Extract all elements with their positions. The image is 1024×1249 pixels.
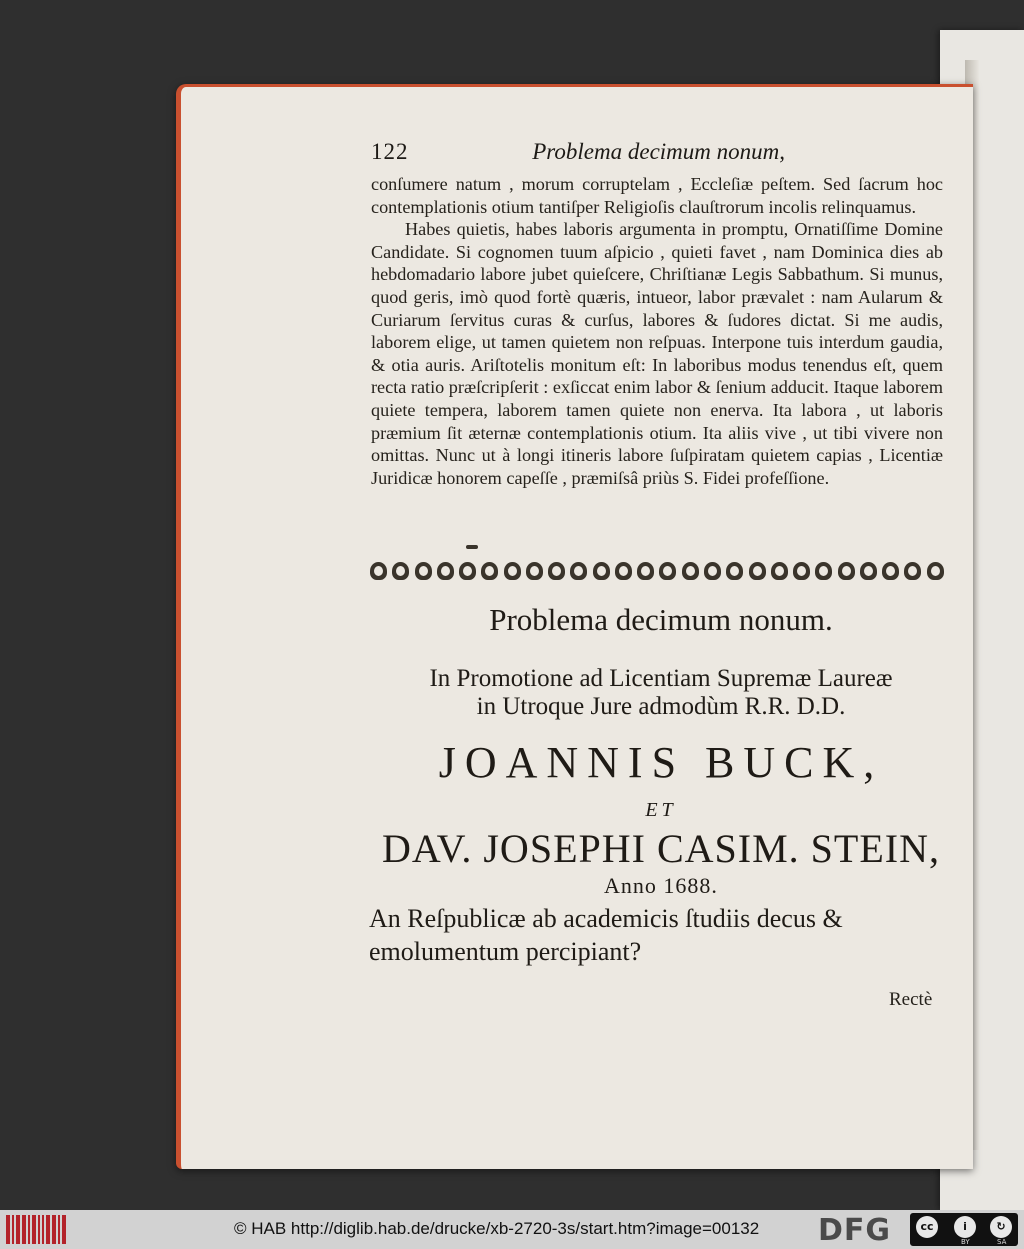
- ornament-glyph: [613, 560, 634, 584]
- ornament-dash: [466, 545, 478, 549]
- barcode-bar: [58, 1215, 60, 1244]
- barcode-bar: [62, 1215, 66, 1244]
- ornament-glyph: [813, 560, 834, 584]
- barcode-bar: [16, 1215, 20, 1244]
- barcode-bar: [46, 1215, 50, 1244]
- ornament-glyph: [502, 560, 523, 584]
- barcode-bar: [12, 1215, 14, 1244]
- paragraph: conſumere natum , morum corruptelam , Eccleſiæ peſtem. Sed ſacrum hoc contemplationis otium tantiſper Religioſis clauſtrorum incolis relinquamus.: [371, 174, 943, 217]
- ornament-glyph: [524, 560, 545, 584]
- source-credit-link[interactable]: © HAB http://diglib.hab.de/drucke/xb-2720-3s/start.htm?image=00132: [234, 1219, 760, 1238]
- page-number: 122: [371, 139, 409, 164]
- ornament-glyph: [568, 560, 589, 584]
- ornament-glyph: [390, 560, 411, 584]
- question: An Reſpublicæ ab academicis ſtudiis decus & emolumentum percipiant?: [369, 904, 843, 966]
- ornament-glyph: [635, 560, 656, 584]
- barcode-icon: [6, 1215, 66, 1244]
- ornament-glyph: [769, 560, 790, 584]
- book-page: [176, 84, 973, 1169]
- ornament-glyph: [925, 560, 946, 584]
- candidate-name-2: DAV. JOSEPHI CASIM. STEIN,: [382, 826, 940, 871]
- ornament-glyph: [657, 560, 678, 584]
- barcode-bar: [52, 1215, 56, 1244]
- running-title: Problema decimum nonum,: [532, 139, 785, 164]
- barcode-bar: [22, 1215, 26, 1244]
- catchword: Rectè: [889, 989, 933, 1010]
- viewer-footer: [0, 1210, 1024, 1249]
- barcode-bar: [32, 1215, 36, 1244]
- ornament-glyph: [591, 560, 612, 584]
- ornament-glyph: [435, 560, 456, 584]
- occasion-line-1: In Promotione ad Licentiam Supremæ Laureæ: [429, 665, 893, 692]
- barcode-bar: [28, 1215, 30, 1244]
- ornament-glyph: [479, 560, 500, 584]
- by-icon: i: [954, 1216, 976, 1238]
- cc-license-badge[interactable]: [910, 1213, 1018, 1246]
- dfg-logo: DFG: [818, 1213, 892, 1248]
- ornament-glyph: [858, 560, 879, 584]
- body-text: [371, 173, 943, 489]
- ornament-glyph: [880, 560, 901, 584]
- sa-icon: ↻: [990, 1216, 1012, 1238]
- year-line: Anno 1688.: [604, 873, 718, 898]
- problem-title: Problema decimum nonum.: [489, 602, 833, 637]
- barcode-bar: [42, 1215, 44, 1244]
- ornament-glyph: [702, 560, 723, 584]
- candidate-name-1: JOANNIS BUCK,: [438, 738, 884, 787]
- running-head: [371, 139, 785, 165]
- ornament-border: [368, 560, 946, 588]
- ornament-glyph: [413, 560, 434, 584]
- ornament-glyph: [791, 560, 812, 584]
- paragraph: Habes quietis, habes laboris argumenta in promptu, Ornatiſſime Domine Candidate. Si cognomen tuum aſpicio , quieti favet , nam Dominica dies ab hebdomadario labore jubet quieſcere, Chriſtianæ Legis Sabbathum. Si munus, quod geris, imò quod fortè quæris, intueor, labor prævalet : nam Aularum & Curiarum ſervitus curas & curſus, labores & ſudores dictat. Si me audis, laborem elige, ut tamen quietem non reſpuas. Interpone tuis interdum gaudia, & otia auris. Ariſtotelis monitum eſt: In laboribus modus tenendus eſt, quem recta ratio præſcripſerit : exſiccat enim labor & ſenium adducit. Itaque laborem quiete tempera, laborem tamen quiete non enerva. Ita labora , ut laboris præmium ſit æternæ contemplationis otium. Ita aliis vive , ut tibi vivere non omittas. Nunc ut à longi itineris labore ſuſpiratam quietem capias , Licentiæ Juridicæ honorem capeſſe , præmiſsâ priùs S. Fidei profeſſione.: [371, 219, 943, 488]
- ornament-glyph: [680, 560, 701, 584]
- ornament-glyph: [368, 560, 389, 584]
- barcode-bar: [6, 1215, 10, 1244]
- ornament-glyph: [836, 560, 857, 584]
- conjunction: ET: [645, 799, 677, 821]
- ornament-glyph: [747, 560, 768, 584]
- ornament-glyph: [546, 560, 567, 584]
- ornament-glyph: [724, 560, 745, 584]
- ornament-glyph: [457, 560, 478, 584]
- ornament-glyph: [902, 560, 923, 584]
- sa-label: SA: [997, 1238, 1007, 1246]
- by-label: BY: [961, 1238, 970, 1246]
- occasion-line-2: in Utroque Jure admodùm R.R. D.D.: [476, 693, 846, 720]
- cc-icon: cc: [916, 1216, 938, 1238]
- barcode-bar: [38, 1215, 40, 1244]
